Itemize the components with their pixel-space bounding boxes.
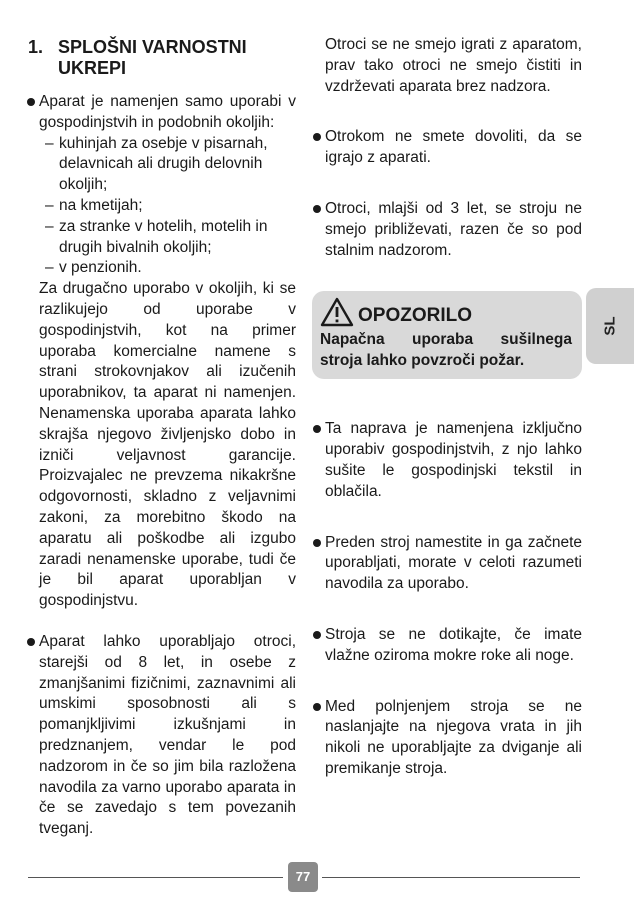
- section-number: 1.: [28, 37, 44, 57]
- footer-rule-right: [322, 877, 580, 878]
- dash-item: [26, 258, 296, 279]
- right-column: [312, 35, 582, 780]
- page-number: 77: [288, 862, 318, 892]
- dash-mark: –: [45, 259, 54, 277]
- warning-title: [320, 297, 572, 327]
- warning-title-text: OPOZORILO: [358, 305, 472, 327]
- language-tab: [586, 288, 634, 364]
- dash-text: v penzionih.: [59, 259, 142, 277]
- bullet-read-instructions: Preden stroj namestite in ga začnete uporabljati, morate v celoti razumeti navodila za uporabo.: [312, 533, 582, 595]
- warning-box: [312, 291, 582, 379]
- paragraph-children-play: Otroci se ne smejo igrati z aparatom, prav tako otroci ne smejo čistiti in vzdrževati aparata brez nadzora.: [325, 36, 582, 95]
- bullet-children-use: Aparat lahko uporabljajo otroci, starejši od 8 let, in osebe z zmanjšanimi fizičnimi, zaznavnimi ali umskimi sposobnosti ali s pomanjkljivimi izkušnjami in predznanjem, vendar le pod nadzorom in če so jim bila razložena navodila za varno uporabo aparata in če se zavedajo s tem povezanih tveganj.: [26, 632, 296, 840]
- dash-mark: –: [45, 134, 54, 152]
- paragraph-other-use: Za drugačno uporabo v okoljih, ki se razlikujejo od uporabe v gospodinjstvih, kot na primer uporaba komercialne namene s strani strokovnjakov ali izučenih uporabnikov, ta aparat ni namenjen. Nenamenska uporaba aparata lahko skrajša njegovo življenjsko dobo in izniči veljavnost garancije. Proizvajalec ne prevzema nikakršne odgovornosti, skladno z veljavnimi zakoni, za morebitno škodo na aparatu ali poškodbe ali izgubo zaradi nenamenske uporabe, tudi če je bil aparat uporabljan v gospodinjstvu.: [39, 280, 296, 610]
- bullet-wet-hands: Stroja se ne dotikajte, če imate vlažne oziroma mokre roke ali noge.: [312, 625, 582, 667]
- bullet-children-appliance: Otrokom ne smete dovoliti, da se igrajo z aparati.: [312, 127, 582, 169]
- dash-mark: –: [45, 196, 54, 214]
- dash-item: [26, 196, 296, 217]
- bullet-domestic-use: Aparat je namenjen samo uporabi v gospodinjstvih in podobnih okoljih:: [26, 92, 296, 134]
- warning-triangle-icon: [320, 297, 354, 327]
- section-title-line1: SPLOŠNI VARNOSTNI: [58, 37, 247, 57]
- language-tab-label: SL: [601, 316, 619, 336]
- footer-rule-left: [28, 877, 283, 878]
- bullet-door-lean: Med polnjenjem stroja se ne naslanjajte na njegova vrata in jih nikoli ne uporabljajte za dviganje ali premikanje stroja.: [312, 697, 582, 780]
- bullet-children-under-3: Otroci, mlajši od 3 let, se stroju ne smejo približevati, razen če so pod stalnim nadzorom.: [312, 199, 582, 261]
- dash-mark: –: [45, 217, 54, 235]
- warning-text: Napačna uporaba sušilnega stroja lahko povzroči požar.: [320, 331, 572, 370]
- section-title-line2: UKREPI: [58, 58, 127, 78]
- bullet-household-only: Ta naprava je namenjena izključno uporabiv gospodinjstvih, z njo lahko sušite le gospodinjski tekstil in oblačila.: [312, 419, 582, 502]
- dash-text: kuhinjah za osebje v pisarnah, delavnicah ali drugih delovnih okoljih;: [59, 134, 268, 194]
- dash-item: [26, 134, 296, 196]
- section-heading: [28, 37, 298, 79]
- left-column: [26, 92, 296, 840]
- dash-text: na kmetijah;: [59, 196, 143, 214]
- dash-text: za stranke v hotelih, motelih in drugih bivalnih okoljih;: [59, 217, 268, 256]
- dash-item: [26, 217, 296, 259]
